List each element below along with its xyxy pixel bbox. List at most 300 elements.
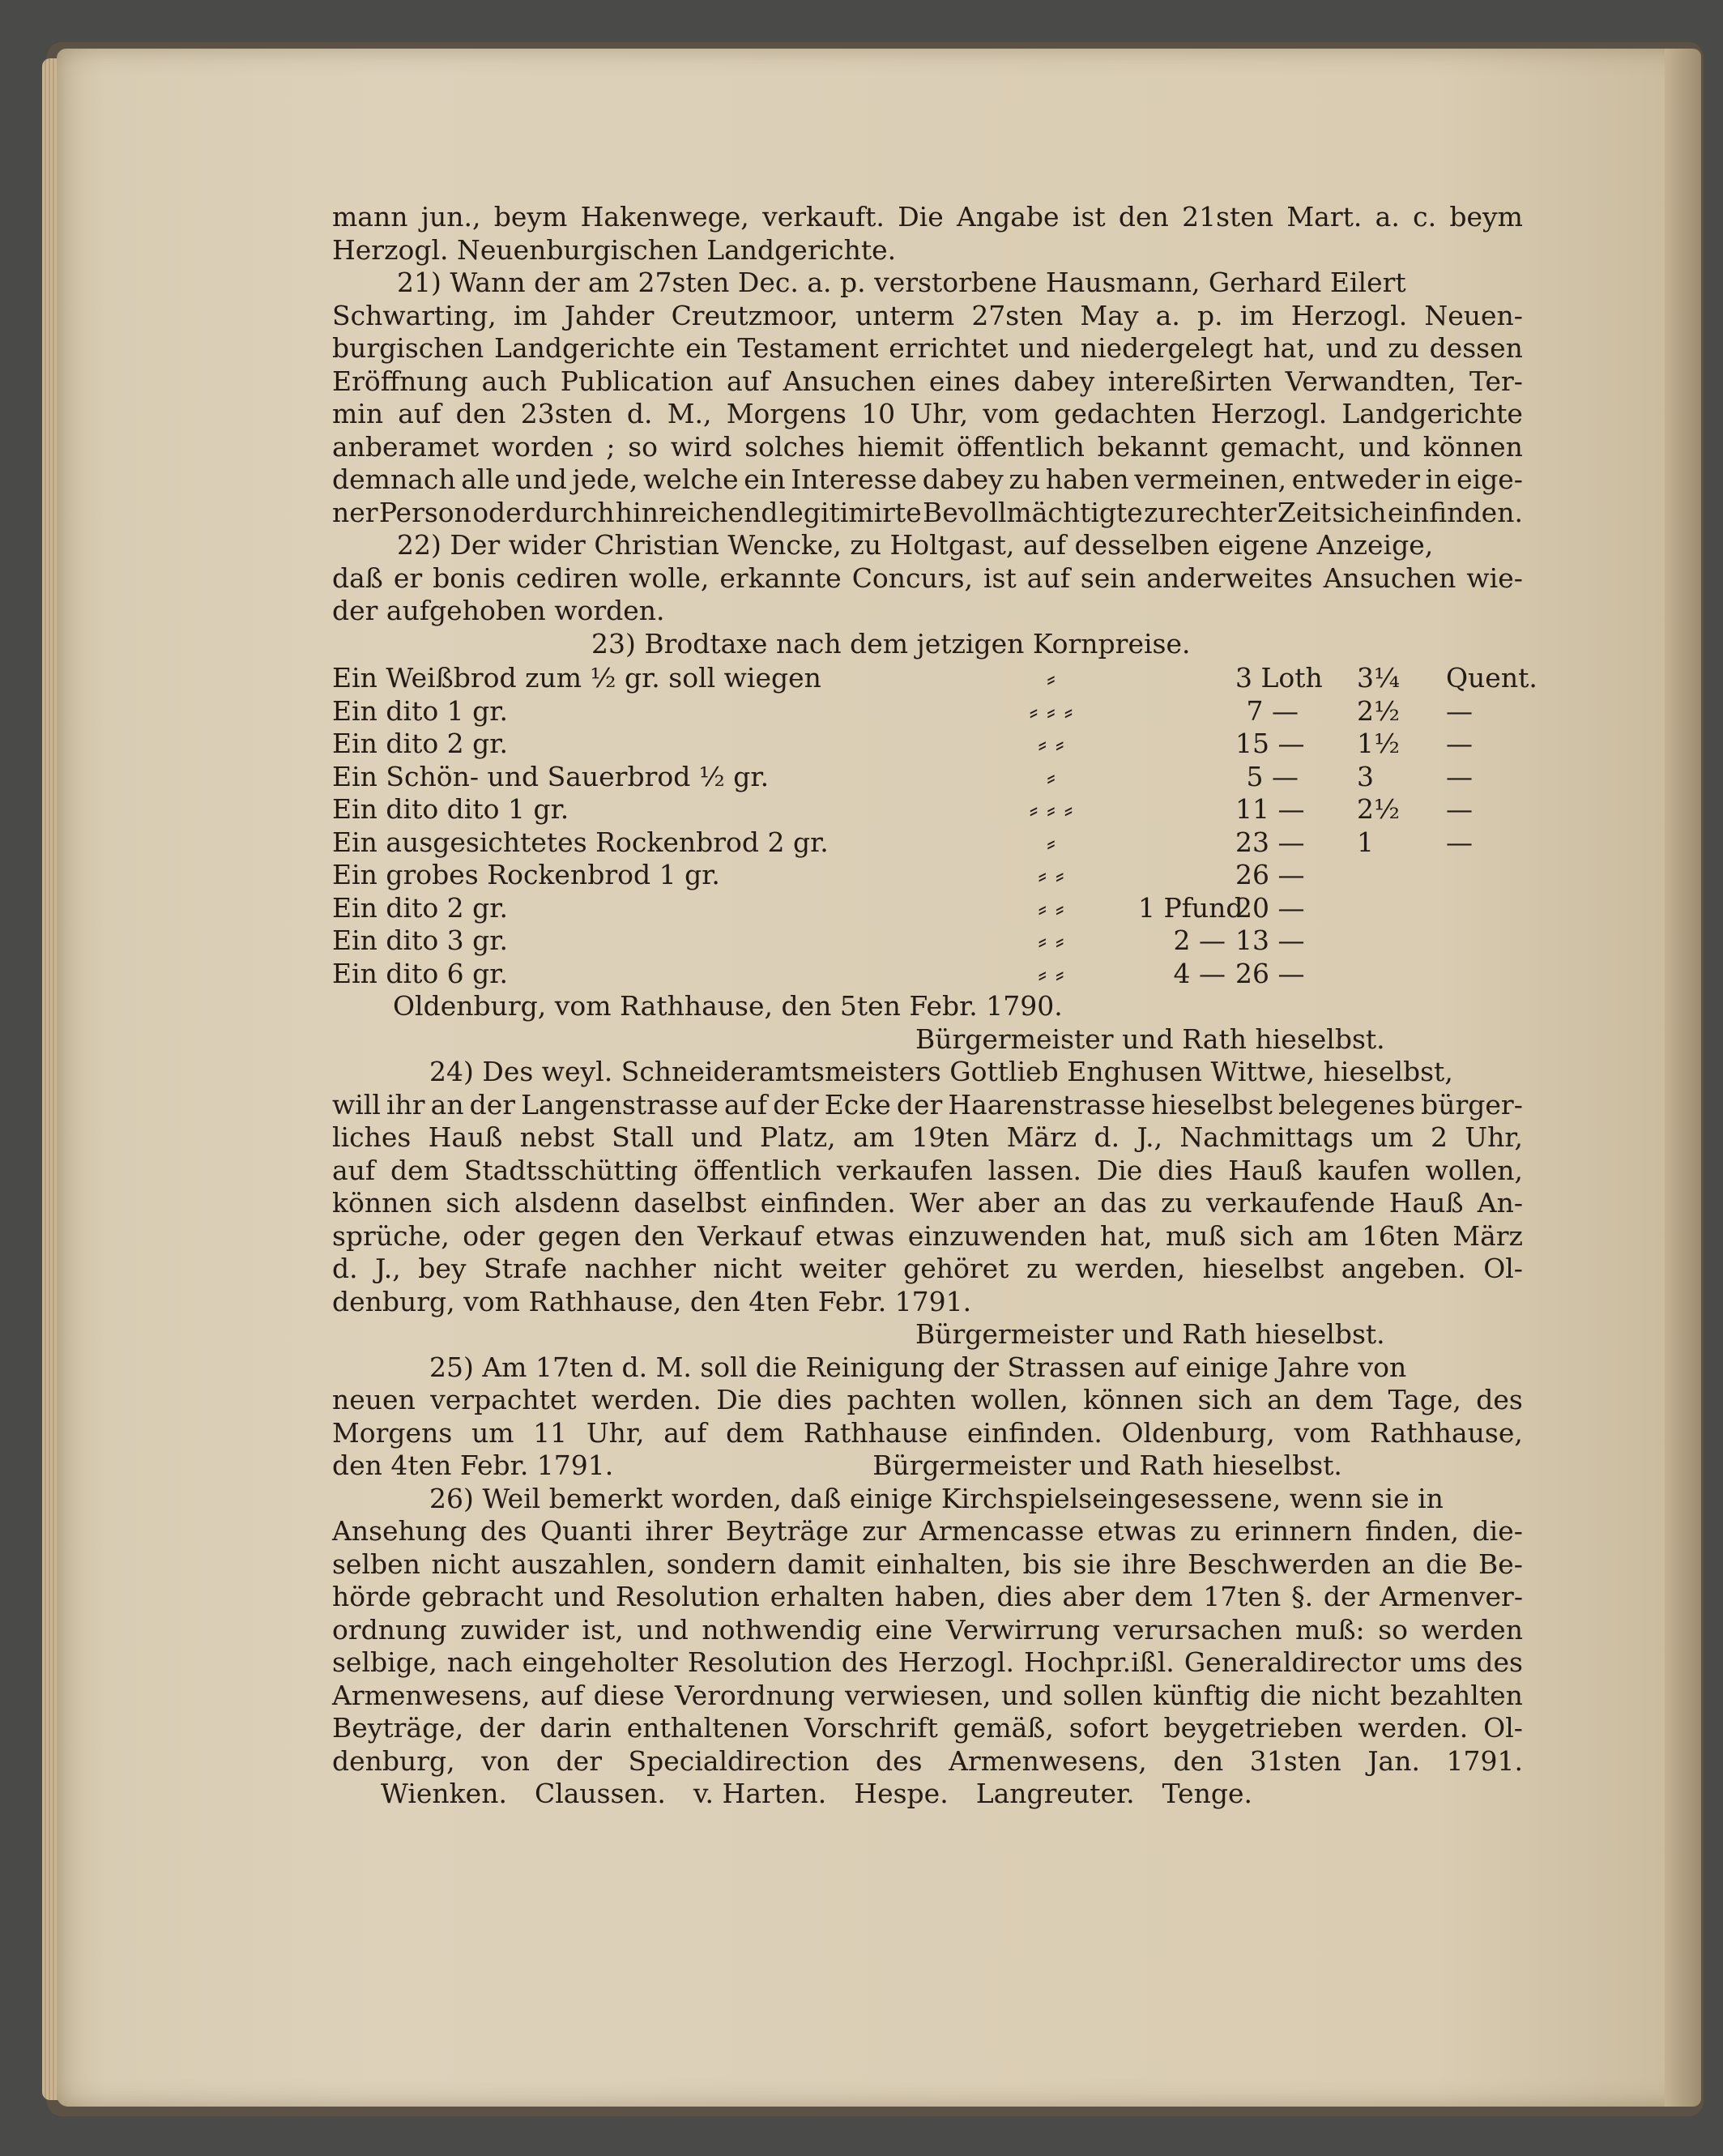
word: 2	[1430, 1121, 1448, 1153]
word: diese	[593, 1679, 665, 1711]
word: Armenver-	[1380, 1581, 1523, 1612]
word: d.	[1094, 1121, 1120, 1153]
signatory: Langreuter.	[975, 1778, 1135, 1809]
text-line	[332, 431, 1523, 464]
word: p.	[1196, 299, 1223, 331]
paragraph-25-signature: Bürgermeister und Rath hieselbst.	[872, 1449, 1342, 1481]
word: denburg,	[332, 1744, 455, 1777]
word: Ecke	[824, 1088, 891, 1121]
paragraph-21-first-line: 21) Wann der am 27sten Dec. a. p. verstorbene Hausmann, Gerhard Eilert	[397, 267, 1406, 298]
word: auszahlen,	[510, 1548, 655, 1580]
weight-loth: 13 —	[1235, 924, 1305, 956]
word: und	[637, 1613, 689, 1646]
word: am	[852, 1121, 894, 1153]
word: beygetrieben	[1163, 1712, 1343, 1744]
word: und	[553, 1581, 606, 1612]
word: werden,	[1075, 1253, 1186, 1284]
word: Landgerichte	[494, 332, 676, 364]
weight-quent: 3¼	[1357, 662, 1400, 694]
word: 11	[533, 1416, 568, 1449]
bread-tax-place-date: Oldenburg, vom Rathhause, den 5ten Febr. 1790.	[393, 990, 1063, 1022]
word: hieselbst	[1202, 1253, 1324, 1284]
word: nicht	[1311, 1679, 1380, 1711]
word: welche	[643, 463, 739, 495]
weight-pfund: 4 —	[1173, 957, 1226, 989]
word: nothwendig	[702, 1613, 862, 1646]
table-row	[332, 892, 1523, 925]
text-line	[332, 1253, 1523, 1286]
word: Schwarting,	[332, 299, 497, 331]
word: Hochpr.ißl.	[1023, 1646, 1175, 1678]
word: min	[332, 398, 384, 429]
word: etwas	[815, 1219, 895, 1252]
word: den	[633, 1219, 685, 1252]
ditto-marks: ⸗ ⸗	[1038, 891, 1064, 924]
word: §.	[1291, 1581, 1314, 1612]
word: erkannte	[719, 561, 842, 594]
word: sich	[1332, 496, 1387, 528]
text-line	[332, 497, 1523, 530]
word: zu	[1009, 463, 1041, 495]
word: daß	[332, 561, 383, 594]
ditto-marks: ⸗ ⸗ ⸗	[1029, 793, 1073, 825]
signatory: Wienken.	[381, 1778, 507, 1809]
word: will	[332, 1088, 381, 1121]
word: damit	[787, 1548, 865, 1580]
word: zu	[1144, 496, 1175, 528]
word: bezahlten	[1390, 1679, 1523, 1711]
word: Die	[1096, 1154, 1143, 1186]
word: beym	[493, 201, 568, 233]
word: bey	[418, 1253, 467, 1284]
word: enthaltenen	[626, 1712, 790, 1744]
word: sofort	[1068, 1712, 1149, 1744]
table-row	[332, 793, 1523, 826]
paragraph-24-signature: Bürgermeister und Rath hieselbst.	[915, 1318, 1385, 1350]
word: bekannt	[1097, 430, 1208, 463]
word: zu	[1388, 332, 1419, 364]
word: rechter	[1176, 496, 1277, 528]
word: verkaufende	[1206, 1187, 1375, 1219]
word: Verordnung	[674, 1679, 835, 1711]
word: eige-	[1456, 463, 1523, 495]
word: der	[469, 1088, 516, 1121]
bread-item: Ein ausgesichtetes Rockenbrod 2 gr.	[332, 826, 829, 858]
word: ist	[1072, 201, 1106, 233]
word: wolle,	[629, 561, 710, 594]
text-line	[332, 1515, 1523, 1548]
word: ordnung	[332, 1613, 447, 1646]
word: neuen	[332, 1384, 416, 1415]
word: alle	[461, 463, 510, 495]
word: haben	[1045, 463, 1129, 495]
word: vom	[983, 398, 1040, 429]
word: ein	[744, 463, 786, 495]
word: beym	[1449, 201, 1523, 233]
word: dabey	[922, 463, 1004, 495]
word: zu	[1189, 1515, 1222, 1547]
word: An-	[1477, 1187, 1523, 1219]
word: die	[1260, 1679, 1302, 1711]
word: legitimirte	[778, 496, 922, 528]
text-line	[332, 1449, 1523, 1483]
word: auf	[724, 1088, 768, 1121]
word: Ter-	[1469, 365, 1523, 397]
word: jede,	[572, 463, 638, 495]
word: Ol-	[1483, 1712, 1523, 1744]
word: Ansuchen	[783, 365, 916, 397]
ditto-marks: ⸗	[1047, 760, 1056, 792]
word: des	[480, 1515, 527, 1547]
word: im	[1239, 299, 1274, 331]
text-line	[332, 300, 1523, 333]
word: die	[1426, 1548, 1468, 1580]
word: aber	[977, 1187, 1039, 1219]
word: an	[1267, 1384, 1301, 1415]
word: um	[1371, 1121, 1414, 1153]
word: 31sten	[1249, 1744, 1341, 1777]
word: jun.,	[420, 201, 481, 233]
bread-tax-heading: 23) Brodtaxe nach dem jetzigen Kornpreise.	[591, 627, 1191, 660]
word: Vorschrift	[804, 1712, 938, 1744]
word: wollen,	[1425, 1154, 1523, 1186]
word: um	[471, 1416, 514, 1449]
word: sprüche,	[332, 1219, 450, 1252]
word: ihrer	[645, 1515, 713, 1547]
text-line: Herzogl. Neuenburgischen Landgerichte.	[332, 233, 897, 266]
word: Herzogl.	[1290, 299, 1408, 331]
table-row	[332, 662, 1537, 695]
word: der	[896, 1088, 943, 1121]
text-line	[332, 1548, 1523, 1582]
word: sich	[1197, 1384, 1252, 1415]
word: wollen,	[970, 1384, 1068, 1415]
word: künftig	[1153, 1679, 1250, 1711]
word: ner	[332, 496, 378, 528]
word: darin	[540, 1712, 612, 1744]
word: nicht	[713, 1253, 783, 1284]
word: lassen.	[987, 1154, 1081, 1186]
word: Uhr,	[910, 398, 969, 429]
word: Stall	[612, 1121, 674, 1153]
word: und	[1358, 430, 1410, 463]
word: Langenstrasse	[521, 1088, 719, 1121]
word: pachten	[847, 1384, 957, 1415]
weight-loth: 11 —	[1235, 793, 1305, 825]
word: dem	[726, 1416, 785, 1449]
word: Mart.	[1286, 201, 1363, 233]
weight-loth: 23 —	[1235, 826, 1305, 858]
word: dies	[1158, 1154, 1213, 1186]
word: verpachtet	[430, 1384, 577, 1415]
word: 21sten	[1182, 201, 1274, 233]
word: dies	[996, 1581, 1052, 1612]
text-line	[332, 1220, 1523, 1253]
word: durch	[535, 496, 615, 528]
word: ums	[1410, 1646, 1467, 1678]
word: verkaufen	[836, 1154, 973, 1186]
word: des	[841, 1646, 889, 1678]
word: 1791.	[1446, 1744, 1523, 1777]
word: und	[1325, 332, 1378, 364]
ditto-marks: ⸗ ⸗	[1038, 957, 1064, 989]
word: der	[1323, 1581, 1370, 1612]
word: oder	[463, 1219, 525, 1252]
word: an	[1053, 1187, 1086, 1219]
word: anderweites	[1146, 561, 1313, 594]
word: dem	[390, 1154, 449, 1186]
word: burgischen	[332, 332, 484, 364]
text-line	[332, 1745, 1523, 1778]
word: Beyträge	[725, 1515, 849, 1547]
word: Concurs,	[851, 561, 973, 594]
word: kaufen	[1317, 1154, 1410, 1186]
bread-item: Ein Weißbrod zum ½ gr. soll wiegen	[332, 662, 821, 694]
word: May	[1080, 299, 1139, 331]
word: gedachten	[1054, 398, 1196, 429]
word: weiter	[799, 1253, 886, 1284]
word: einfinden.	[1387, 496, 1523, 528]
word: Resolution	[687, 1646, 832, 1678]
word: intereßirten	[1107, 365, 1273, 397]
word: Beschwerden	[1188, 1548, 1371, 1580]
weight-loth: 3 Loth	[1235, 662, 1323, 694]
text-line	[332, 1712, 1523, 1745]
word: Tage,	[1388, 1384, 1461, 1415]
word: eingeholter	[522, 1646, 678, 1678]
ditto-marks: ⸗	[1047, 826, 1056, 858]
word: in	[1425, 463, 1452, 495]
word: Testament	[737, 332, 879, 364]
word: der	[556, 1744, 602, 1777]
text-line	[332, 1614, 1523, 1647]
word: hörde	[332, 1581, 412, 1612]
word: Wer	[909, 1187, 964, 1219]
word: Die	[716, 1384, 762, 1415]
word: Die	[898, 201, 944, 233]
word: ist	[983, 561, 1017, 594]
word: nicht	[431, 1548, 501, 1580]
word: muß	[1166, 1219, 1226, 1252]
word: Bevollmächtigte	[923, 496, 1143, 528]
paragraph-25-first-line: 25) Am 17ten d. M. soll die Reinigung der Strassen auf einige Jahre von	[429, 1351, 1407, 1383]
word: zuwider	[460, 1613, 569, 1646]
word: gemacht,	[1220, 430, 1346, 463]
word: bis	[1022, 1548, 1063, 1580]
text-line	[332, 1121, 1523, 1155]
weight-loth: 20 —	[1235, 891, 1305, 924]
table-row	[332, 826, 1523, 860]
text-line	[332, 1646, 1523, 1680]
bread-item: Ein grobes Rockenbrod 1 gr.	[332, 859, 720, 890]
word: Armenwesens,	[332, 1679, 531, 1711]
word: Verwandten,	[1285, 365, 1456, 397]
word: Herzogl.	[1210, 398, 1328, 429]
text-line	[332, 1155, 1523, 1188]
table-row	[332, 695, 1523, 728]
bread-item: Ein dito 2 gr.	[332, 728, 508, 759]
ditto-marks: ⸗	[1047, 662, 1056, 694]
word: die-	[1472, 1515, 1523, 1547]
word: einzuwenden	[907, 1219, 1087, 1252]
word: Uhr,	[1465, 1121, 1523, 1153]
word: Hakenwege,	[580, 201, 749, 233]
word: öffentlich	[693, 1154, 822, 1186]
word: d.	[332, 1253, 358, 1284]
ditto-marks: ⸗ ⸗	[1038, 728, 1064, 759]
word: haben,	[894, 1581, 987, 1612]
quent-unit: —	[1446, 694, 1473, 727]
weight-loth: 26 —	[1235, 859, 1305, 890]
ditto-marks: ⸗ ⸗	[1038, 859, 1064, 890]
text-line	[332, 332, 1523, 365]
word: muß:	[1294, 1613, 1365, 1646]
word: Specialdirection	[628, 1744, 850, 1777]
word: Morgens	[332, 1416, 453, 1449]
word: Armenwesens,	[949, 1744, 1147, 1777]
word: Eröffnung	[332, 365, 469, 397]
word: finden,	[1365, 1515, 1460, 1547]
table-row	[332, 958, 1523, 991]
bread-item: Ein dito 6 gr.	[332, 957, 508, 989]
word: und	[515, 463, 567, 495]
word: dies	[777, 1384, 833, 1415]
text-line: denburg, vom Rathhause, den 4ten Febr. 1791.	[332, 1285, 972, 1317]
word: Hauß	[1388, 1187, 1464, 1219]
word: Oldenburg,	[1121, 1416, 1275, 1449]
word: verursachen	[1113, 1613, 1282, 1646]
word: Nachmittags	[1179, 1121, 1354, 1153]
signatory: Hespe.	[854, 1778, 949, 1809]
word: März	[1452, 1219, 1523, 1252]
word: des	[1476, 1646, 1523, 1678]
word: Armencasse	[919, 1515, 1085, 1547]
word: hat,	[1099, 1219, 1153, 1252]
word: selbige,	[332, 1646, 437, 1678]
word: auf	[540, 1679, 584, 1711]
word: an	[430, 1088, 464, 1121]
word: Ansehung	[332, 1515, 467, 1547]
word: unterm	[855, 299, 955, 331]
word: werden	[1421, 1613, 1523, 1646]
word: sollen	[1063, 1679, 1143, 1711]
word: so	[628, 430, 659, 463]
word: daselbst	[633, 1187, 747, 1219]
word: aber	[1062, 1581, 1124, 1612]
word: Ansuchen	[1323, 561, 1456, 594]
word: den	[1173, 1744, 1224, 1777]
word: entweder	[1291, 463, 1420, 495]
signatory: v. Harten.	[693, 1778, 827, 1809]
word: öffentlich	[956, 430, 1085, 463]
weight-quent: 3	[1357, 760, 1374, 792]
word: gegen	[537, 1219, 621, 1252]
word: Landgerichte	[1341, 398, 1523, 429]
word: errichtet	[889, 332, 1009, 364]
word: Interesse	[791, 463, 918, 495]
word: niedergelegt	[1080, 332, 1253, 364]
word: Be-	[1478, 1548, 1523, 1580]
paragraph-24-first-line: 24) Des weyl. Schneideramtsmeisters Gottlieb Enghusen Wittwe, hieselbst,	[429, 1056, 1453, 1087]
word: a.	[1155, 299, 1180, 331]
bread-item: Ein dito 3 gr.	[332, 924, 508, 956]
text-line	[332, 1417, 1523, 1450]
quent-unit: Quent.	[1446, 662, 1537, 694]
word: Jan.	[1367, 1744, 1420, 1777]
word: nebst	[519, 1121, 595, 1153]
word: den	[455, 398, 506, 429]
word: Resolution	[615, 1581, 760, 1612]
word: 16ten	[1361, 1219, 1439, 1252]
word: der	[479, 1712, 525, 1744]
word: dabey	[1013, 365, 1095, 397]
word: sie	[1073, 1548, 1111, 1580]
ditto-marks: ⸗ ⸗ ⸗	[1029, 694, 1073, 727]
word: Rathhause,	[1369, 1416, 1523, 1449]
word: des	[1476, 1384, 1523, 1415]
word: Creutzmoor,	[671, 299, 838, 331]
word: d.	[626, 398, 653, 429]
weight-quent: 1½	[1357, 728, 1400, 759]
word: März	[1006, 1121, 1077, 1153]
weight-loth: 15 —	[1235, 728, 1305, 759]
word: bonis	[433, 561, 505, 594]
weight-pfund: 2 —	[1173, 924, 1226, 956]
word: demnach	[332, 463, 456, 495]
weight-loth: 5 —	[1246, 760, 1299, 792]
word: Jahder	[564, 299, 655, 331]
bread-tax-table	[332, 662, 1537, 990]
word: Quanti	[540, 1515, 633, 1547]
bread-item: Ein dito 1 gr.	[332, 694, 508, 727]
word: zu	[1161, 1187, 1192, 1219]
word: und	[1018, 332, 1071, 364]
word: von	[481, 1744, 530, 1777]
paragraph-26-first-line: 26) Weil bemerkt worden, daß einige Kirchspielseingesessene, wenn sie in	[429, 1482, 1444, 1514]
text-line	[332, 463, 1523, 497]
word: hieselbst	[1151, 1088, 1273, 1121]
table-row	[332, 924, 1523, 958]
weight-loth: 7 —	[1246, 694, 1299, 727]
word: a.	[1375, 201, 1400, 233]
word: nachher	[584, 1253, 696, 1284]
signatory: Claussen.	[534, 1778, 666, 1809]
word: wird	[670, 430, 732, 463]
word: cediren	[515, 561, 619, 594]
word: Neuen-	[1424, 299, 1523, 331]
bread-item: Ein dito dito 1 gr.	[332, 793, 569, 825]
ditto-marks: ⸗ ⸗	[1038, 924, 1064, 956]
word: Rathhause	[803, 1416, 949, 1449]
bread-item: Ein Schön- und Sauerbrod ½ gr.	[332, 760, 770, 792]
word: Zeit	[1277, 496, 1332, 528]
word: im	[513, 299, 548, 331]
word: erhalten	[770, 1581, 885, 1612]
word: auf	[663, 1416, 707, 1449]
quent-unit: —	[1446, 760, 1473, 792]
word: werden.	[1358, 1712, 1469, 1744]
text-line	[332, 1384, 1523, 1417]
word: auf	[332, 1154, 376, 1186]
quent-unit: —	[1446, 793, 1473, 825]
paragraph-25-date: den 4ten Febr. 1791.	[332, 1449, 614, 1481]
weight-quent: 2½	[1357, 694, 1400, 727]
word: können	[332, 1187, 433, 1219]
signatories	[332, 1778, 1523, 1811]
bread-item: Ein dito 2 gr.	[332, 891, 508, 924]
word: so	[1378, 1613, 1408, 1646]
word: eine	[875, 1613, 933, 1646]
